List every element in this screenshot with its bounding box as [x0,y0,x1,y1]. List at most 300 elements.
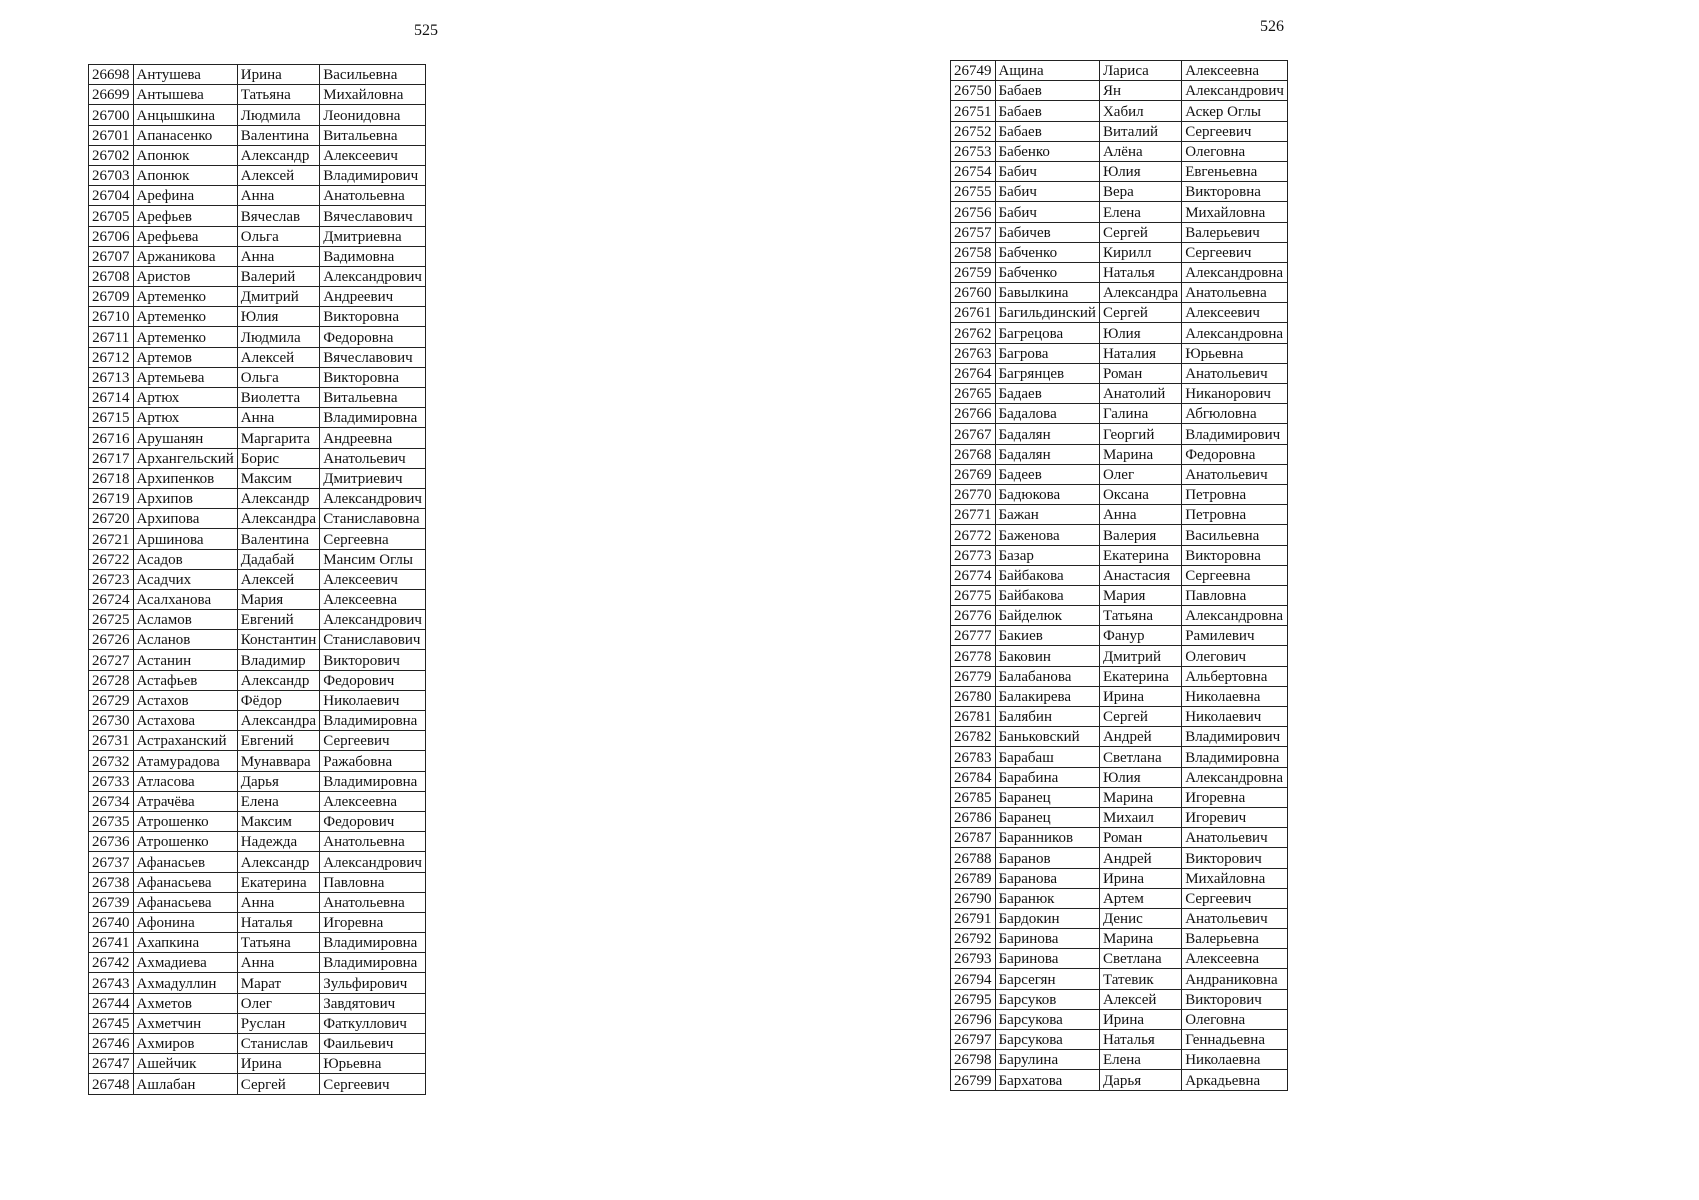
last-name-cell: Астраханский [133,731,237,751]
record-number-cell: 26783 [951,747,996,767]
last-name-cell: Астанин [133,650,237,670]
table-row [89,690,426,710]
last-name-cell: Асадчих [133,569,237,589]
last-name-cell: Баранова [995,868,1099,888]
patronymic-cell: Витальевна [320,125,426,145]
table-row [951,848,1288,868]
record-number-cell: 26715 [89,408,134,428]
table-row [951,182,1288,202]
record-number-cell: 26724 [89,589,134,609]
record-number-cell: 26730 [89,711,134,731]
first-name-cell: Сергей [1099,303,1181,323]
patronymic-cell: Зульфирович [320,973,426,993]
patronymic-cell: Анатольевна [320,186,426,206]
patronymic-cell: Михайловна [1182,202,1288,222]
first-name-cell: Елена [1099,1050,1181,1070]
first-name-cell: Валентина [237,529,319,549]
last-name-cell: Афанасьева [133,892,237,912]
record-number-cell: 26699 [89,85,134,105]
last-name-cell: Бабченко [995,262,1099,282]
table-row [89,246,426,266]
first-name-cell: Александра [237,509,319,529]
roster-body [951,61,1288,1091]
table-row [89,327,426,347]
table-row [89,832,426,852]
table-row [89,791,426,811]
record-number-cell: 26780 [951,686,996,706]
last-name-cell: Астахов [133,690,237,710]
record-number-cell: 26787 [951,828,996,848]
first-name-cell: Денис [1099,908,1181,928]
patronymic-cell: Фаткуллович [320,1013,426,1033]
first-name-cell: Надежда [237,832,319,852]
last-name-cell: Бархатова [995,1070,1099,1090]
patronymic-cell: Андреевна [320,428,426,448]
table-row [951,505,1288,525]
patronymic-cell: Викторовна [320,367,426,387]
first-name-cell: Мунаввара [237,751,319,771]
table-row [89,85,426,105]
last-name-cell: Астафьев [133,670,237,690]
table-row [951,61,1288,81]
record-number-cell: 26755 [951,182,996,202]
record-number-cell: 26746 [89,1034,134,1054]
record-number-cell: 26702 [89,145,134,165]
table-row [951,787,1288,807]
last-name-cell: Бадеев [995,464,1099,484]
last-name-cell: Ашейчик [133,1054,237,1074]
last-name-cell: Ахапкина [133,933,237,953]
first-name-cell: Наталья [1099,262,1181,282]
first-name-cell: Алёна [1099,141,1181,161]
first-name-cell: Александр [237,145,319,165]
first-name-cell: Максим [237,468,319,488]
first-name-cell: Виолетта [237,388,319,408]
last-name-cell: Антышева [133,85,237,105]
table-row [951,323,1288,343]
last-name-cell: Бабаев [995,101,1099,121]
last-name-cell: Баранец [995,807,1099,827]
first-name-cell: Екатерина [237,872,319,892]
first-name-cell: Анатолий [1099,384,1181,404]
patronymic-cell: Михайловна [320,85,426,105]
patronymic-cell: Федорович [320,670,426,690]
patronymic-cell: Викторовна [320,307,426,327]
table-row [89,367,426,387]
last-name-cell: Балабанова [995,666,1099,686]
patronymic-cell: Анатольевич [1182,828,1288,848]
first-name-cell: Татьяна [237,933,319,953]
table-row [89,711,426,731]
first-name-cell: Наталия [1099,343,1181,363]
first-name-cell: Екатерина [1099,545,1181,565]
record-number-cell: 26703 [89,165,134,185]
first-name-cell: Максим [237,811,319,831]
patronymic-cell: Леонидовна [320,105,426,125]
record-number-cell: 26769 [951,464,996,484]
record-number-cell: 26799 [951,1070,996,1090]
last-name-cell: Ахметов [133,993,237,1013]
table-row [951,1009,1288,1029]
last-name-cell: Артюх [133,408,237,428]
record-number-cell: 26737 [89,852,134,872]
last-name-cell: Барулина [995,1050,1099,1070]
first-name-cell: Анна [237,408,319,428]
patronymic-cell: Никанорович [1182,384,1288,404]
last-name-cell: Архипова [133,509,237,529]
patronymic-cell: Юрьевна [1182,343,1288,363]
patronymic-cell: Сергеевич [1182,888,1288,908]
table-row [89,428,426,448]
record-number-cell: 26794 [951,969,996,989]
table-row [89,145,426,165]
table-row [951,767,1288,787]
record-number-cell: 26742 [89,953,134,973]
record-number-cell: 26714 [89,388,134,408]
record-number-cell: 26745 [89,1013,134,1033]
table-row [89,65,426,85]
page-number: 525 [414,22,438,39]
record-number-cell: 26700 [89,105,134,125]
first-name-cell: Александра [1099,283,1181,303]
first-name-cell: Юлия [1099,161,1181,181]
patronymic-cell: Александрович [320,610,426,630]
patronymic-cell: Станиславович [320,630,426,650]
patronymic-cell: Валерьевич [1182,222,1288,242]
patronymic-cell: Вячеславович [320,206,426,226]
record-number-cell: 26735 [89,811,134,831]
first-name-cell: Олег [237,993,319,1013]
table-row [89,973,426,993]
first-name-cell: Ирина [237,65,319,85]
patronymic-cell: Рамилевич [1182,626,1288,646]
table-row [951,727,1288,747]
first-name-cell: Оксана [1099,484,1181,504]
last-name-cell: Багрова [995,343,1099,363]
first-name-cell: Евгений [237,610,319,630]
patronymic-cell: Алексеевна [1182,61,1288,81]
last-name-cell: Атамурадова [133,751,237,771]
record-number-cell: 26713 [89,367,134,387]
record-number-cell: 26760 [951,283,996,303]
first-name-cell: Александр [237,852,319,872]
record-number-cell: 26732 [89,751,134,771]
table-row [89,105,426,125]
last-name-cell: Байделюк [995,606,1099,626]
last-name-cell: Артемов [133,347,237,367]
first-name-cell: Кирилл [1099,242,1181,262]
last-name-cell: Аржаникова [133,246,237,266]
table-row [951,222,1288,242]
table-row [89,1013,426,1033]
table-row [951,686,1288,706]
table-row [89,569,426,589]
first-name-cell: Сергей [1099,707,1181,727]
record-number-cell: 26739 [89,892,134,912]
record-number-cell: 26727 [89,650,134,670]
first-name-cell: Людмила [237,105,319,125]
last-name-cell: Бабенко [995,141,1099,161]
table-row [89,186,426,206]
first-name-cell: Юлия [237,307,319,327]
record-number-cell: 26789 [951,868,996,888]
record-number-cell: 26734 [89,791,134,811]
record-number-cell: 26748 [89,1074,134,1094]
table-row [89,912,426,932]
record-number-cell: 26757 [951,222,996,242]
patronymic-cell: Аскер Оглы [1182,101,1288,121]
first-name-cell: Вера [1099,182,1181,202]
first-name-cell: Анастасия [1099,565,1181,585]
last-name-cell: Апанасенко [133,125,237,145]
record-number-cell: 26765 [951,384,996,404]
last-name-cell: Артеменко [133,307,237,327]
table-row [89,125,426,145]
table-row [951,161,1288,181]
patronymic-cell: Сергеевич [320,1074,426,1094]
last-name-cell: Ахмадиева [133,953,237,973]
first-name-cell: Марина [1099,444,1181,464]
table-row [89,993,426,1013]
patronymic-cell: Андреевич [320,287,426,307]
patronymic-cell: Александровна [1182,606,1288,626]
record-number-cell: 26771 [951,505,996,525]
first-name-cell: Анна [237,246,319,266]
first-name-cell: Анна [1099,505,1181,525]
patronymic-cell: Анатольевич [1182,464,1288,484]
first-name-cell: Андрей [1099,727,1181,747]
table-row [89,408,426,428]
first-name-cell: Екатерина [1099,666,1181,686]
first-name-cell: Валерия [1099,525,1181,545]
patronymic-cell: Федорович [320,811,426,831]
last-name-cell: Апонюк [133,165,237,185]
first-name-cell: Ольга [237,226,319,246]
table-row [951,585,1288,605]
roster-table [88,64,426,1095]
record-number-cell: 26705 [89,206,134,226]
record-number-cell: 26722 [89,549,134,569]
last-name-cell: Артеменко [133,287,237,307]
patronymic-cell: Олегович [1182,646,1288,666]
patronymic-cell: Геннадьевна [1182,1030,1288,1050]
record-number-cell: 26766 [951,404,996,424]
patronymic-cell: Владимирович [1182,424,1288,444]
first-name-cell: Дмитрий [1099,646,1181,666]
first-name-cell: Михаил [1099,807,1181,827]
last-name-cell: Асламов [133,610,237,630]
first-name-cell: Светлана [1099,747,1181,767]
last-name-cell: Бабичев [995,222,1099,242]
table-row [951,464,1288,484]
patronymic-cell: Сергеевич [1182,242,1288,262]
table-row [89,347,426,367]
last-name-cell: Барабина [995,767,1099,787]
last-name-cell: Байбакова [995,585,1099,605]
patronymic-cell: Сергеевна [320,529,426,549]
record-number-cell: 26704 [89,186,134,206]
first-name-cell: Дарья [237,771,319,791]
patronymic-cell: Владимировна [320,711,426,731]
table-row [89,630,426,650]
patronymic-cell: Алексеевна [320,589,426,609]
first-name-cell: Фёдор [237,690,319,710]
table-row [89,589,426,609]
patronymic-cell: Валерьевна [1182,929,1288,949]
patronymic-cell: Фаильевич [320,1034,426,1054]
last-name-cell: Бадалян [995,424,1099,444]
last-name-cell: Ахметчин [133,1013,237,1033]
table-row [951,484,1288,504]
record-number-cell: 26706 [89,226,134,246]
table-row [89,852,426,872]
patronymic-cell: Олеговна [1182,141,1288,161]
record-number-cell: 26726 [89,630,134,650]
last-name-cell: Бабич [995,161,1099,181]
record-number-cell: 26781 [951,707,996,727]
record-number-cell: 26784 [951,767,996,787]
first-name-cell: Алексей [237,347,319,367]
record-number-cell: 26759 [951,262,996,282]
table-row [951,565,1288,585]
last-name-cell: Арушанян [133,428,237,448]
record-number-cell: 26756 [951,202,996,222]
patronymic-cell: Павловна [320,872,426,892]
table-row [89,872,426,892]
first-name-cell: Владимир [237,650,319,670]
last-name-cell: Арефьев [133,206,237,226]
last-name-cell: Базар [995,545,1099,565]
table-row [89,1074,426,1094]
first-name-cell: Александр [237,670,319,690]
patronymic-cell: Александровна [1182,767,1288,787]
patronymic-cell: Николаевич [1182,707,1288,727]
last-name-cell: Атрошенко [133,832,237,852]
record-number-cell: 26698 [89,65,134,85]
record-number-cell: 26763 [951,343,996,363]
table-row [951,888,1288,908]
first-name-cell: Александр [237,488,319,508]
last-name-cell: Ащина [995,61,1099,81]
patronymic-cell: Анатольевна [320,832,426,852]
patronymic-cell: Витальевна [320,388,426,408]
patronymic-cell: Владимировна [320,408,426,428]
table-row [89,529,426,549]
patronymic-cell: Владимировна [320,933,426,953]
record-number-cell: 26752 [951,121,996,141]
first-name-cell: Татьяна [237,85,319,105]
table-row [89,731,426,751]
table-row [89,771,426,791]
record-number-cell: 26717 [89,448,134,468]
table-row [951,807,1288,827]
record-number-cell: 26729 [89,690,134,710]
patronymic-cell: Викторовна [1182,182,1288,202]
patronymic-cell: Станиславовна [320,509,426,529]
record-number-cell: 26747 [89,1054,134,1074]
patronymic-cell: Викторович [1182,848,1288,868]
first-name-cell: Ирина [1099,686,1181,706]
table-row [89,165,426,185]
patronymic-cell: Андраниковна [1182,969,1288,989]
patronymic-cell: Викторович [1182,989,1288,1009]
first-name-cell: Юлия [1099,767,1181,787]
last-name-cell: Байбакова [995,565,1099,585]
record-number-cell: 26775 [951,585,996,605]
last-name-cell: Бабченко [995,242,1099,262]
patronymic-cell: Павловна [1182,585,1288,605]
last-name-cell: Асадов [133,549,237,569]
patronymic-cell: Васильевна [320,65,426,85]
table-row [89,266,426,286]
record-number-cell: 26772 [951,525,996,545]
patronymic-cell: Николаевич [320,690,426,710]
first-name-cell: Ирина [1099,868,1181,888]
first-name-cell: Мария [1099,585,1181,605]
last-name-cell: Бавылкина [995,283,1099,303]
table-row [951,949,1288,969]
record-number-cell: 26793 [951,949,996,969]
table-row [951,121,1288,141]
record-number-cell: 26764 [951,363,996,383]
last-name-cell: Ашлабан [133,1074,237,1094]
first-name-cell: Александра [237,711,319,731]
first-name-cell: Фанур [1099,626,1181,646]
table-row [951,969,1288,989]
record-number-cell: 26720 [89,509,134,529]
patronymic-cell: Александровна [1182,323,1288,343]
patronymic-cell: Сергеевна [1182,565,1288,585]
record-number-cell: 26743 [89,973,134,993]
record-number-cell: 26774 [951,565,996,585]
table-row [89,811,426,831]
patronymic-cell: Александрович [1182,81,1288,101]
last-name-cell: Атрошенко [133,811,237,831]
last-name-cell: Баженова [995,525,1099,545]
record-number-cell: 26797 [951,1030,996,1050]
patronymic-cell: Алексеевна [1182,949,1288,969]
first-name-cell: Татьяна [1099,606,1181,626]
record-number-cell: 26725 [89,610,134,630]
last-name-cell: Артемьева [133,367,237,387]
patronymic-cell: Вячеславович [320,347,426,367]
patronymic-cell: Николаевна [1182,686,1288,706]
first-name-cell: Дарья [1099,1070,1181,1090]
last-name-cell: Баковин [995,646,1099,666]
first-name-cell: Юлия [1099,323,1181,343]
record-number-cell: 26708 [89,266,134,286]
first-name-cell: Ирина [1099,1009,1181,1029]
last-name-cell: Бажан [995,505,1099,525]
record-number-cell: 26792 [951,929,996,949]
first-name-cell: Константин [237,630,319,650]
patronymic-cell: Алексеевна [320,791,426,811]
first-name-cell: Наталья [1099,1030,1181,1050]
record-number-cell: 26749 [951,61,996,81]
patronymic-cell: Петровна [1182,505,1288,525]
record-number-cell: 26795 [951,989,996,1009]
last-name-cell: Атрачёва [133,791,237,811]
patronymic-cell: Васильевна [1182,525,1288,545]
record-number-cell: 26753 [951,141,996,161]
table-row [951,666,1288,686]
patronymic-cell: Сергеевич [1182,121,1288,141]
table-row [951,444,1288,464]
last-name-cell: Бадалян [995,444,1099,464]
patronymic-cell: Владимировна [320,771,426,791]
patronymic-cell: Александровна [1182,262,1288,282]
table-row [951,262,1288,282]
